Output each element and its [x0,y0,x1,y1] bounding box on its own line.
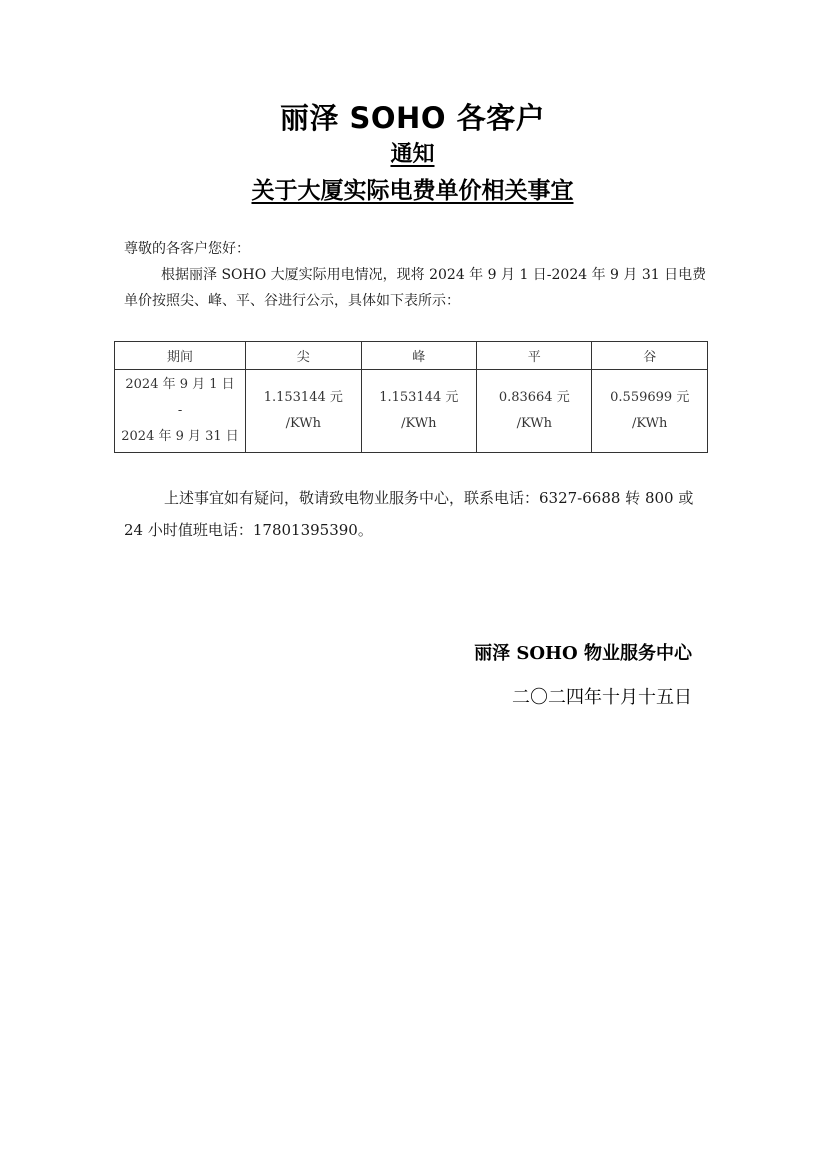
price-unit: /KWh [401,416,437,431]
table-header-row [115,342,708,370]
period-separator: - [177,403,183,418]
price-unit: /KWh [516,416,552,431]
period-end: 2024 年 9 月 31 日 [121,429,239,444]
flat-price: 0.83664 元 [498,390,570,405]
peak-price-cell [361,370,477,453]
period-cell [115,370,246,453]
header-peak: 峰 [361,342,477,370]
closing-paragraph: 上述事宜如有疑问，敬请致电物业服务中心，联系电话：6327-6688 转 800 或 24 小时值班电话：17801395390。 [124,489,694,539]
sharp-price-cell [246,370,362,453]
price-unit: /KWh [632,416,668,431]
signature-org: 丽泽 SOHO 物业服务中心 [474,643,692,664]
greeting: 尊敬的各客户您好： [124,241,250,257]
header-period: 期间 [115,342,246,370]
notice-title: 丽泽 SOHO 各客户 [279,101,546,135]
notice-topic: 关于大厦实际电费单价相关事宜 [251,178,574,204]
flat-price-cell [477,370,592,453]
header-valley: 谷 [592,342,708,370]
peak-price: 1.153144 元 [379,390,459,405]
valley-price-cell [592,370,708,453]
period-start: 2024 年 9 月 1 日 [125,377,235,392]
header-flat: 平 [477,342,592,370]
valley-price: 0.559699 元 [610,390,690,405]
price-unit: /KWh [285,416,321,431]
header-sharp: 尖 [246,342,362,370]
intro-paragraph: 根据丽泽 SOHO 大厦实际用电情况，现将 2024 年 9 月 1 日-2024 年 9 月 31 日电费单价按照尖、峰、平、谷进行公示，具体如下表所示： [124,267,707,309]
notice-subtitle: 通知 [390,142,435,167]
electricity-rate-table [114,341,708,453]
sharp-price: 1.153144 元 [263,390,343,405]
signature-date: 二〇二四年十月十五日 [512,687,692,708]
table-row [115,370,708,453]
